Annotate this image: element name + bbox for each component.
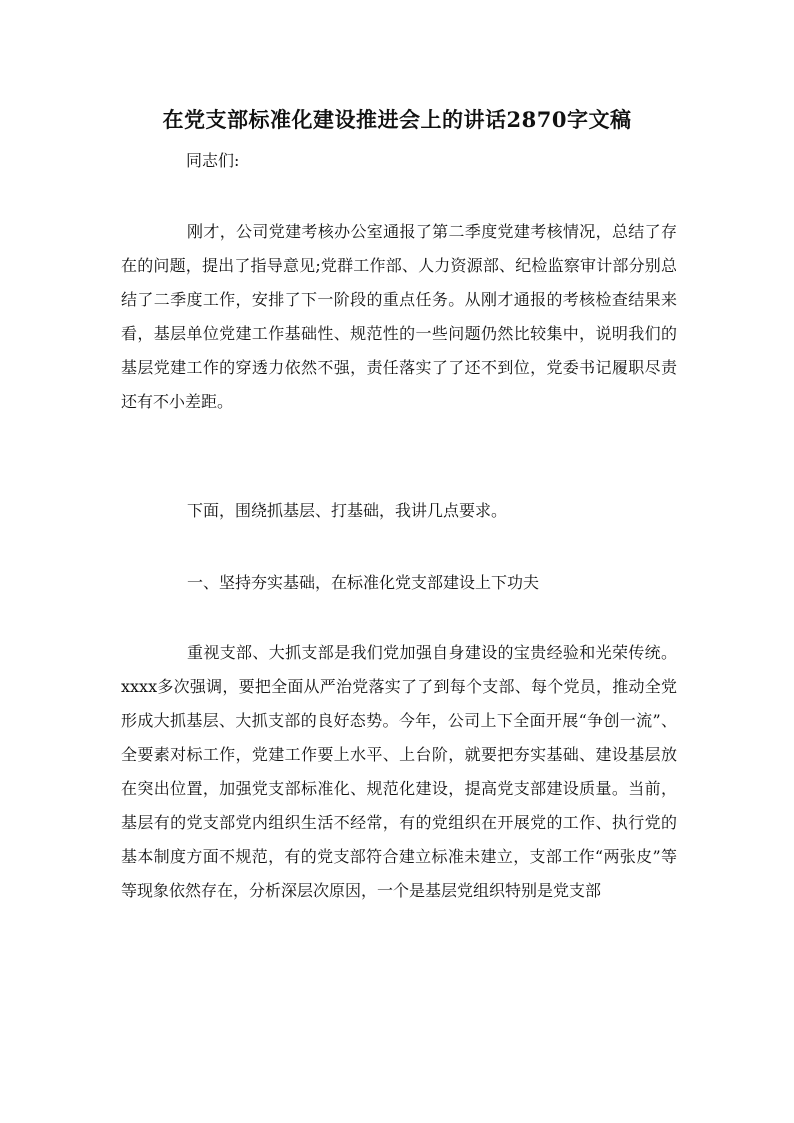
section-heading-1: 一、坚持夯实基础，在标准化党支部建设上下功夫 [187, 573, 540, 592]
paragraph-2: 下面，围绕抓基层、打基础，我讲几点要求。 [187, 501, 508, 520]
paragraph-3: 重视支部、大抓支部是我们党加强自身建设的宝贵经验和光荣传统。xxxx多次强调，要把全面从严治党落实了了到每个支部、每个党员，推动全党形成大抓基层、大抓支部的良好态势。今年，公司上下全面开展“争创一流”、全要素对标工作，党建工作要上水平、上台阶，就要把夯实基础、建设基层放在突出位置，加强党支部标准化、规范化建设，提高党支部建设质量。当前，基层有的党支部党内组织生活不经常，有的党组织在开展党的工作、执行党的基本制度方面不规范，有的党支部符合建立标准未建立，支部工作“两张皮”等等现象依然存在，分析深层次原因，一个是基层党组织特别是党支部 [121, 643, 677, 900]
document-title: 在党支部标准化建设推进会上的讲话2870字文稿 [162, 107, 632, 132]
salutation: 同志们: [186, 151, 240, 170]
paragraph-1: 刚才，公司党建考核办公室通报了第二季度党建考核情况，总结了存在的问题，提出了指导意见;党群工作部、人力资源部、纪检监察审计部分别总结了二季度工作，安排了下一阶段的重点任务。从刚才通报的考核检查结果来看，基层单位党建工作基础性、规范性的一些问题仍然比较集中，说明我们的基层党建工作的穿透力依然不强，责任落实了了还不到位，党委书记履职尽责还有不小差距。 [121, 222, 677, 411]
